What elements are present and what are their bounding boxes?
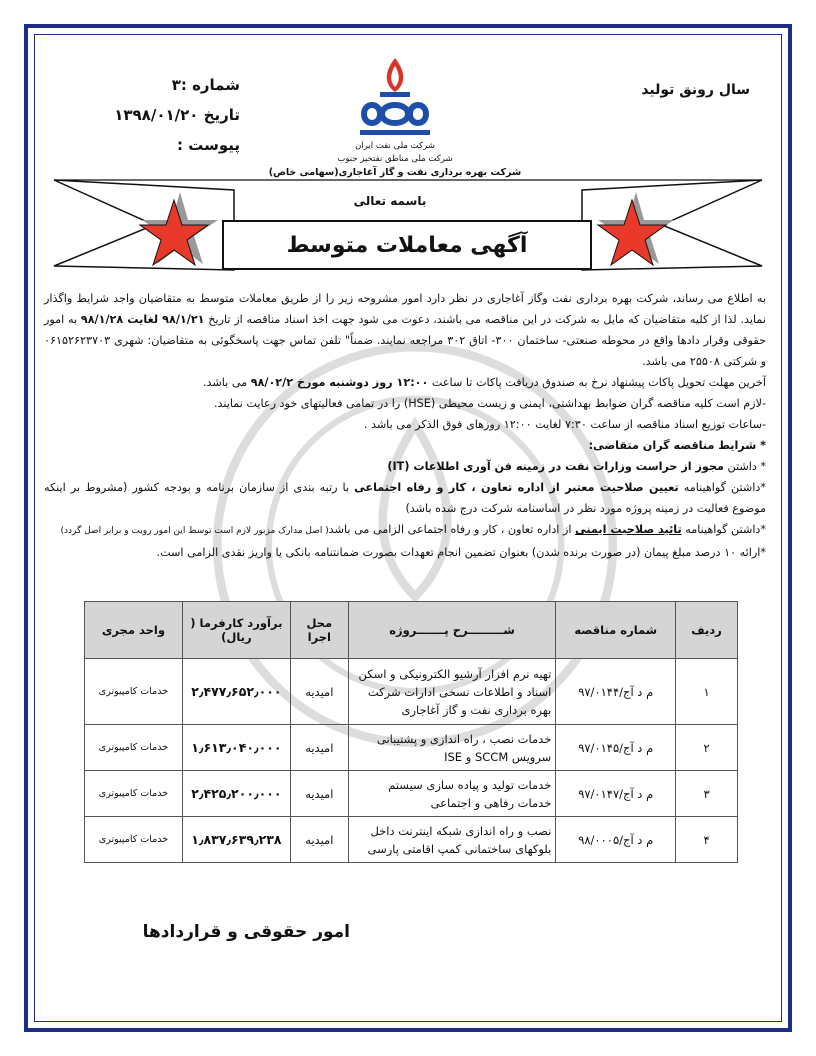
paragraph-hours: -ساعات توزیع اسناد مناقصه از ساعت ۷:۳۰ لغایت ۱۲:۰۰ روزهای فوق الذکر می باشد . <box>363 418 766 431</box>
cell-unit: خدمات کامپیوتری <box>85 817 183 863</box>
cell-row: ۳ <box>676 771 738 817</box>
header-unit: واحد مجری <box>85 602 183 659</box>
conditions-heading: * شرایط مناقصه گران متقاضی: <box>588 439 766 452</box>
cell-description: تهیه نرم افزار آرشیو الکترونیکی و اسکن اسناد و اطلاعات نسخی ادارات شرکت بهره برداری نفت و گاز آغاجاری <box>348 659 556 725</box>
cell-place: امیدیه <box>290 659 348 725</box>
cell-row: ۴ <box>676 817 738 863</box>
table-header-row <box>85 602 738 659</box>
cell-tender-number: م د آج/۹۷/۰۱۴۴ <box>556 659 676 725</box>
letter-date: تاریخ ۱۳۹۸/۰۱/۲۰ <box>114 106 240 124</box>
cell-place: امیدیه <box>290 771 348 817</box>
org-line-3: شرکت بهره برداری نفت و گاز آغاجاری(سهامی خاص) <box>268 167 522 178</box>
cell-tender-number: م د آج/۹۸/۰۰۰۵ <box>556 817 676 863</box>
cell-row: ۲ <box>676 725 738 771</box>
table-row <box>85 817 738 863</box>
slogan: سال رونق تولید <box>641 82 750 98</box>
cell-tender-number: م د آج/۹۷/۰۱۴۵ <box>556 725 676 771</box>
header-row-number: ردیف <box>676 602 738 659</box>
table-row <box>85 725 738 771</box>
cell-description: خدمات نصب ، راه اندازی و پشتیبانی سرویس SCCM و ISE <box>348 725 556 771</box>
footer-signature: امور حقوقی و قراردادها <box>142 922 350 942</box>
cell-tender-number: م د آج/۹۷/۰۱۴۷ <box>556 771 676 817</box>
basmala: باسمه تعالی <box>353 194 427 208</box>
table-row <box>85 771 738 817</box>
letter-attachment: پیوست : <box>176 136 240 154</box>
cell-estimate: ۲٫۴۲۵٫۲۰۰٫۰۰۰ <box>182 771 290 817</box>
condition-1: * داشتن مجوز از حراست وزارات نفت در زمینه فن آوری اطلاعات (IT) <box>387 460 766 473</box>
document-dates: ۹۸/۱/۲۱ لغایت ۹۸/۱/۲۸ <box>80 313 205 326</box>
letter-number: شماره :۳ <box>171 76 240 94</box>
cell-description: نصب و راه اندازی شبکه اینترنت داخل بلوکهای ساختمانی کمپ اقامتی پارسی <box>348 817 556 863</box>
paragraph-intro: به اطلاع می رساند، شرکت بهره برداری نفت وگاز آغاجاری در نظر دارد امور مشروحه زیر را از طریق معاملات متوسط به متقاضیان واجد شرایط واگذار نماید. لذا از کلیه متقاضیان که مایل به شرکت در این مناقصه می باشند، دعوت می شود جهت اخذ اسناد مناقصه از تاریخ ۹۸/۱/۲۱ لغایت ۹۸/۱/۲۸ به امور حقوقی وقرار دادها واقع در محوطه صنعتی- ساختمان ۳۰۰- اتاق ۳۰۲ مراجعه نمایند. ضمناً" تلفن تماس جهت پاسخگوئی به متقاضیان: شهری ۰۶۱۵۲۶۲۳۷۰۳ و شرکتی ۲۵۵۰۸ می باشد. <box>44 292 766 368</box>
header-place: محل اجرا <box>290 602 348 659</box>
submission-deadline: ۱۲:۰۰ روز دوشنبه مورخ ۹۸/۰۲/۲ <box>250 376 429 389</box>
cell-unit: خدمات کامپیوتری <box>85 659 183 725</box>
announcement-body <box>44 288 766 563</box>
org-line-2: شرکت ملی مناطق نفتخیز جنوب <box>337 154 453 164</box>
cell-unit: خدمات کامپیوتری <box>85 771 183 817</box>
nioc-logo-icon <box>350 52 440 142</box>
tender-table <box>84 601 738 863</box>
header-estimate: برآورد کارفرما ( ریال) <box>182 602 290 659</box>
header-description: شـــــــــرح پـــــــروژه <box>348 602 556 659</box>
cell-place: امیدیه <box>290 817 348 863</box>
cell-description: خدمات تولید و پیاده سازی سیستم خدمات رفاهی و اجتماعی <box>348 771 556 817</box>
cell-row: ۱ <box>676 659 738 725</box>
cell-estimate: ۱٫۸۳۷٫۶۳۹٫۲۳۸ <box>182 817 290 863</box>
letter-meta <box>60 70 240 160</box>
paragraph-deadline: آخرین مهلت تحویل پاکات پیشنهاد نرخ به صندوق دریافت پاکات تا ساعت ۱۲:۰۰ روز دوشنبه مورخ ۹۸/۰۲/۲ می باشد. <box>202 376 766 389</box>
cell-place: امیدیه <box>290 725 348 771</box>
org-line-1: شرکت ملی نفت ایران <box>355 141 435 151</box>
cell-estimate: ۱٫۶۱۳٫۰۴۰٫۰۰۰ <box>182 725 290 771</box>
header-tender-number: شماره مناقصه <box>556 602 676 659</box>
condition-2: *داشتن گواهینامه تعیین صلاحیت معتبر از اداره تعاون ، کار و رفاه اجتماعی با رتبه بندی از سازمان برنامه و بودجه کشور (مشروط بر اینکه موضوع فعالیت در زمینه پروژه مورد نظر در اساسنامه شرکت درج شده باشد) <box>44 481 766 515</box>
condition-4: *ارائه ۱۰ درصد مبلغ پیمان (در صورت برنده شدن) بعنوان تضمین انجام تعهدات بصورت ضمانتنامه بانکی یا واریز نقدی الزامی است. <box>156 546 766 559</box>
table-row <box>85 659 738 725</box>
cell-unit: خدمات کامپیوتری <box>85 725 183 771</box>
paragraph-hse: -لازم است کلیه مناقصه گران ضوابط بهداشتی، ایمنی و زیست محیطی (HSE) را در تمامی فعالیتهای خود رعایت نمایند. <box>213 397 766 410</box>
cell-estimate: ۲٫۴۷۷٫۶۵۲٫۰۰۰ <box>182 659 290 725</box>
page-title: آگهی معاملات متوسط <box>222 220 592 270</box>
condition-3: *داشتن گواهینامه تائید صلاحیت ایمنی از اداره تعاون ، کار و رفاه اجتماعی الزامی می باشد( اصل مدارک مزبور لازم است توسط این امور رویت و برابر اصل گردد) <box>60 523 766 536</box>
